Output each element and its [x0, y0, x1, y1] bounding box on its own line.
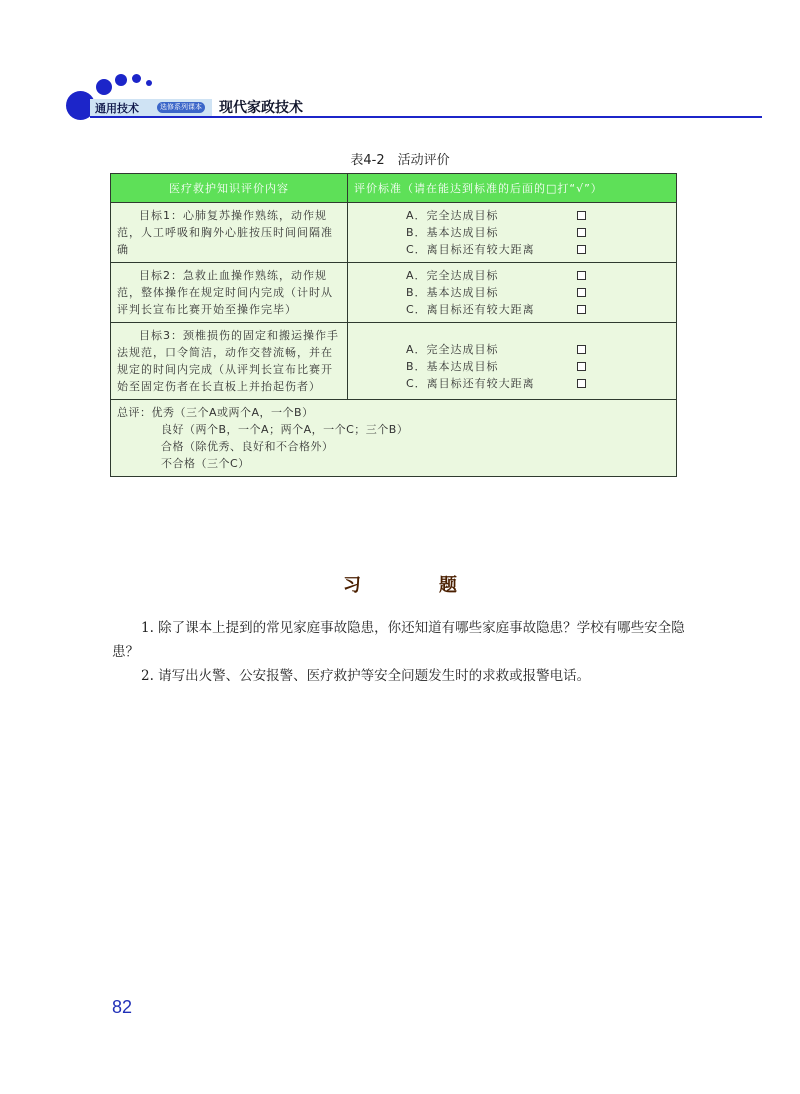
option-label: B．基本达成目标 — [406, 360, 499, 373]
table-header-row — [111, 174, 677, 203]
checkbox[interactable] — [577, 305, 586, 314]
table-row — [111, 323, 677, 400]
criteria-cell — [348, 203, 677, 263]
option-row — [406, 358, 586, 375]
checkbox[interactable] — [577, 288, 586, 297]
column-header-criteria: 评价标准（请在能达到标准的后面的□打“√”） — [348, 174, 677, 203]
table-row — [111, 263, 677, 323]
series-name: 通用技术 — [95, 102, 139, 115]
criteria-cell — [348, 263, 677, 323]
checkbox[interactable] — [577, 362, 586, 371]
header-dot — [96, 79, 112, 95]
goal-cell: 目标3：颈椎损伤的固定和搬运操作手法规范，口令简洁，动作交替流畅，并在规定的时间内完成（从评判长宣布比赛开始至固定伤者在长直板上并抬起伤者） — [111, 323, 348, 400]
option-row — [406, 207, 586, 224]
option-row — [406, 224, 586, 241]
series-tag: 选修系列课本 — [157, 102, 205, 113]
checkbox[interactable] — [577, 345, 586, 354]
option-label: B．基本达成目标 — [406, 226, 499, 239]
option-row — [406, 284, 586, 301]
summary-line: 不合格（三个C） — [161, 457, 250, 470]
evaluation-table — [110, 173, 677, 477]
table-caption: 表4-2 活动评价 — [350, 153, 450, 168]
criteria-cell — [348, 323, 677, 400]
option-label: A．完全达成目标 — [406, 269, 499, 282]
summary-line: 良好（两个B，一个A；两个A，一个C；三个B） — [161, 423, 409, 436]
checkbox[interactable] — [577, 211, 586, 220]
exercise-question: 2. 请写出火警、公安报警、医疗救护等安全问题发生时的求救或报警电话。 — [141, 668, 591, 684]
exercise-question: 1. 除了课本上提到的常见家庭事故隐患，你还知道有哪些家庭事故隐患？学校有哪些安全隐患？ — [112, 620, 685, 660]
summary-cell — [111, 400, 677, 477]
header-dot — [115, 74, 127, 86]
option-label: C．离目标还有较大距离 — [406, 303, 535, 316]
checkbox[interactable] — [577, 271, 586, 280]
book-title: 现代家政技术 — [219, 100, 303, 116]
checkbox[interactable] — [577, 379, 586, 388]
option-row — [406, 341, 586, 358]
summary-line: 总评：优秀（三个A或两个A，一个B） — [117, 406, 314, 419]
page-number: 82 — [112, 997, 133, 1017]
header-dot — [132, 74, 141, 83]
summary-row — [111, 400, 677, 477]
table-row — [111, 203, 677, 263]
summary-line: 合格（除优秀、良好和不合格外） — [161, 440, 334, 453]
goal-cell: 目标2：急救止血操作熟练，动作规范，整体操作在规定时间内完成（计时从评判长宣布比赛开始至操作完毕） — [111, 263, 348, 323]
option-row — [406, 375, 586, 392]
option-label: B．基本达成目标 — [406, 286, 499, 299]
option-label: A．完全达成目标 — [406, 209, 499, 222]
option-row — [406, 301, 586, 318]
option-row — [406, 267, 586, 284]
exercise-title: 习 题 — [343, 575, 487, 596]
option-label: A．完全达成目标 — [406, 343, 499, 356]
checkbox[interactable] — [577, 245, 586, 254]
option-label: C．离目标还有较大距离 — [406, 243, 535, 256]
column-header-content: 医疗救护知识评价内容 — [111, 174, 348, 203]
option-row — [406, 241, 586, 258]
header-rule — [90, 116, 762, 118]
option-label: C．离目标还有较大距离 — [406, 377, 535, 390]
goal-cell: 目标1：心肺复苏操作熟练，动作规范，人工呼吸和胸外心脏按压时间间隔准确 — [111, 203, 348, 263]
header-dot-small — [146, 80, 152, 86]
checkbox[interactable] — [577, 228, 586, 237]
